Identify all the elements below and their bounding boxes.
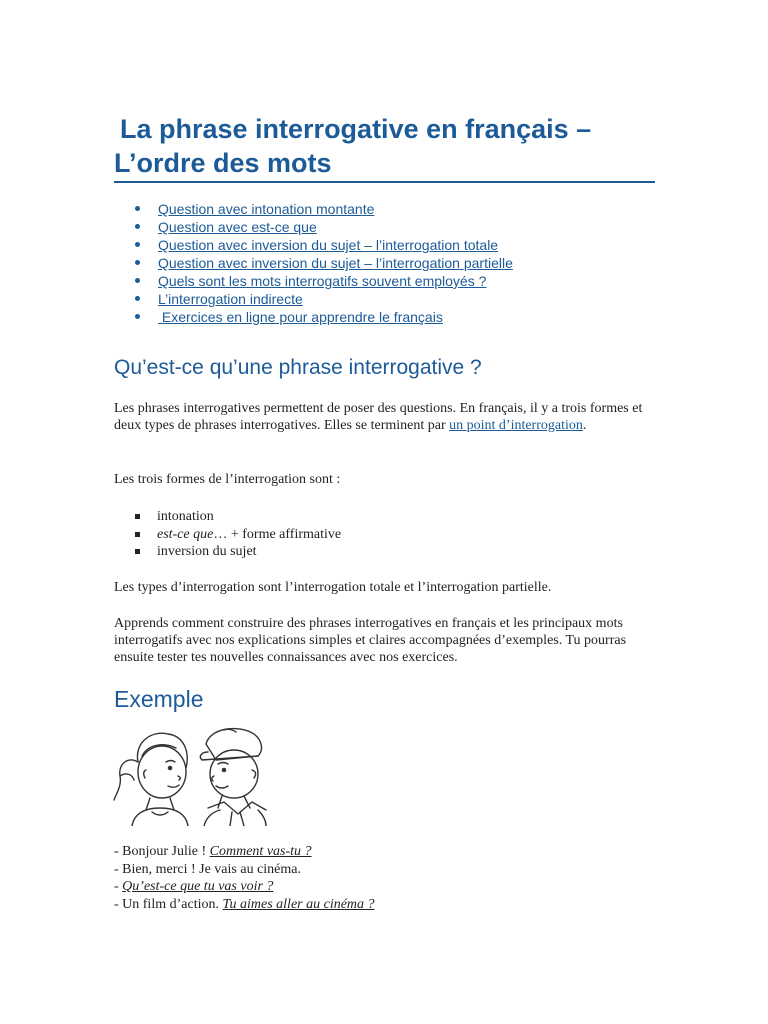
list-item: [114, 508, 341, 526]
bullet-icon: [135, 278, 140, 283]
toc-item: [114, 308, 513, 326]
forms-list: [114, 508, 341, 561]
forms-intro-paragraph: Les trois formes de l’interrogation sont :: [114, 472, 341, 487]
toc-link-exercices[interactable]: Exercices en ligne pour apprendre le français: [158, 309, 443, 325]
intro-text: Les phrases interrogatives permettent de poser des questions. En français, il y a trois formes et deux types de phrases interrogatives. Elles se terminent par: [114, 401, 643, 433]
form-intonation: intonation: [157, 509, 214, 524]
toc-link-interrogation-indirecte[interactable]: L’interrogation indirecte: [158, 291, 303, 307]
children-illustration: [112, 722, 268, 826]
toc-link-mots-interrogatifs[interactable]: Quels sont les mots interrogatifs souvent employés ?: [158, 273, 487, 289]
bullet-icon: [135, 260, 140, 265]
toc-link-inversion-totale[interactable]: Question avec inversion du sujet – l’interrogation totale: [158, 237, 499, 253]
toc-link-intonation[interactable]: Question avec intonation montante: [158, 201, 375, 217]
types-paragraph: Les types d’interrogation sont l’interrogation totale et l’interrogation partielle.: [114, 580, 552, 595]
dialogue-question-link: Qu’est-ce que tu vas voir ?: [122, 879, 274, 894]
list-item: [114, 543, 341, 561]
list-item: [114, 526, 341, 544]
intro-end: .: [582, 418, 587, 433]
page-title-line-1: La phrase interrogative en français –: [120, 114, 592, 144]
page-title: [114, 112, 655, 183]
bullet-icon: [135, 224, 140, 229]
bullet-icon: [135, 314, 140, 319]
dialogue-line: [114, 896, 375, 914]
toc-item: [114, 254, 513, 272]
form-affirmative: … + forme affirmative: [213, 526, 342, 542]
form-est-ce-que: est-ce que: [157, 526, 214, 542]
bullet-icon: [135, 296, 140, 301]
page-title-line-2: L’ordre des mots: [114, 148, 332, 178]
toc-link-est-ce-que[interactable]: Question avec est-ce que: [158, 219, 317, 235]
toc-item: [114, 290, 513, 308]
dialogue-text: -: [114, 879, 123, 894]
square-bullet-icon: [135, 514, 140, 519]
toc-item: [114, 236, 513, 254]
section-heading-phrase-interrogative: Qu’est-ce qu’une phrase interrogative ?: [114, 356, 482, 379]
dialogue-text: - Bonjour Julie !: [114, 844, 210, 859]
square-bullet-icon: [135, 532, 140, 537]
table-of-contents: [114, 200, 513, 326]
learn-paragraph: Apprends comment construire des phrases interrogatives en français et les principaux mots interrogatifs avec nos explications simples et claires accompagnées d’exemples. Tu pourras ensuite tester tes nouvelles connaissances avec nos exercices.: [114, 616, 627, 665]
dialogue-question-link: Tu aimes aller au cinéma ?: [222, 896, 375, 912]
bullet-icon: [135, 242, 140, 247]
intro-paragraph: [114, 400, 654, 434]
bullet-icon: [135, 206, 140, 211]
dialogue-line: [114, 861, 375, 879]
toc-link-inversion-partielle[interactable]: Question avec inversion du sujet – l’interrogation partielle: [158, 255, 513, 271]
square-bullet-icon: [135, 549, 140, 554]
form-inversion: inversion du sujet: [157, 544, 257, 559]
section-heading-exemple: Exemple: [114, 686, 204, 712]
point-interrogation-link[interactable]: un point d’interrogation: [449, 418, 583, 433]
dialogue-text: - Un film d’action.: [114, 896, 223, 912]
example-dialogue: [114, 843, 375, 913]
dialogue-line: [114, 843, 375, 861]
dialogue-line: [114, 878, 375, 896]
toc-item: [114, 218, 513, 236]
toc-item: [114, 200, 513, 218]
dialogue-text: - Bien, merci ! Je vais au cinéma.: [114, 861, 301, 877]
dialogue-question-link: Comment vas-tu ?: [209, 844, 312, 859]
toc-item: [114, 272, 513, 290]
